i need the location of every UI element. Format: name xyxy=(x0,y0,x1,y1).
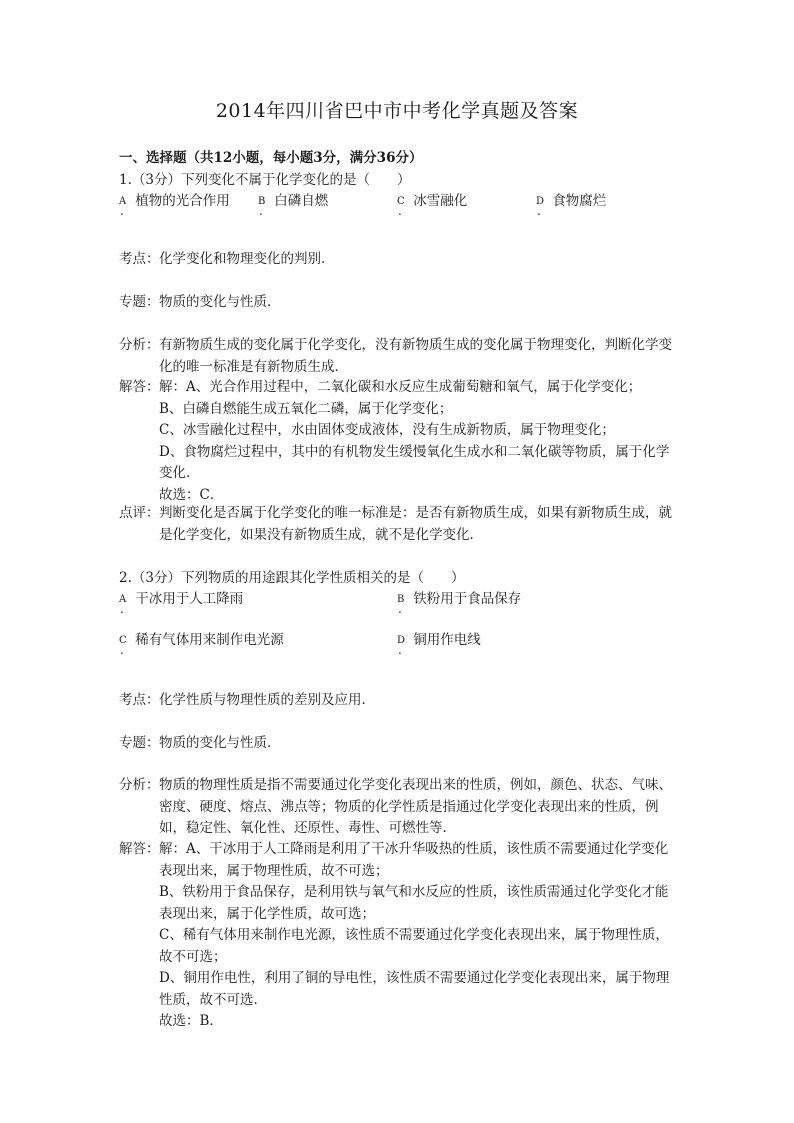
q1-dianping: 点评： 判断变化是否属于化学变化的唯一标准是：是否有新物质生成，如果有新物质生成，就是化学变化，如果没有新物质生成，就不是化学变化． xyxy=(119,505,672,543)
q1-option-b: B 白磷自燃 . xyxy=(258,193,329,218)
q2-kaodian: 考点： 化学性质与物理性质的差别及应用． xyxy=(119,692,375,708)
q1-option-c: C 冰雪融化 . xyxy=(397,193,468,218)
q1-kaodian: 考点： 化学变化和物理变化的判别． xyxy=(119,251,335,267)
q2-option-b: B 铁粉用于食品保存 . xyxy=(397,591,522,616)
section-heading: 一、选择题（共12小题，每小题3分，满分36分） xyxy=(119,150,423,166)
q2-option-c: C 稀有气体用来制作电光源 . xyxy=(119,632,284,657)
q1-option-a: A 植物的光合作用 . xyxy=(119,193,230,218)
q2-zhuanti: 专题： 物质的变化与性质． xyxy=(119,735,281,751)
q1-fenxi: 分析： 有新物质生成的变化属于化学变化，没有新物质生成的变化属于物理变化，判断化学变化的唯一标准是有新物质生成． xyxy=(119,337,672,375)
q2-option-a: A 干冰用于人工降雨 . xyxy=(119,591,244,616)
q1-zhuanti: 专题： 物质的变化与性质． xyxy=(119,294,281,310)
q1-option-d: D 食物腐烂 . xyxy=(536,193,607,218)
question-2-stem: 2.（3分）下列物质的用途跟其化学性质相关的是（ ） xyxy=(119,570,465,586)
q2-fenxi: 分析： 物质的物理性质是指不需要通过化学变化表现出来的性质，例如，颜色、状态、气味、密度、硬度、熔点、沸点等；物质的化学性质是指通过化学变化表现出来的性质，例如，稳定性、氧化性、还原性、毒性、可燃性等． xyxy=(119,777,672,836)
q2-option-d: D 铜用作电线 . xyxy=(397,632,481,657)
q2-jieda: 解答： 解：A、干冰用于人工降雨是利用了干冰升华吸热的性质，该性质不需要通过化学变化表现出来，属于物理性质，故不可选； B、铁粉用于食品保存，是利用铁与氧气和水反应的性质，该性质需通过化学变化才能表现出来，属于化学性质，故可选； C、稀有气体用来制作电光源，该性质不需要通过化学变化表现出来，属于物理性质，故不可选； D、铜用作电性，利用了铜的导电性，该性质不需要通过化学变化表现出来，属于物理性质，故不可选． 故选：B． xyxy=(119,841,670,1029)
question-1-stem: 1.（3分）下列变化不属于化学变化的是（ ） xyxy=(119,172,411,188)
page-title: 2014年四川省巴中市中考化学真题及答案 xyxy=(215,100,579,122)
q1-jieda: 解答： 解：A、光合作用过程中，二氧化碳和水反应生成葡萄糖和氧气，属于化学变化； B、白磷自燃能生成五氧化二磷，属于化学变化； C、冰雪融化过程中，水由固体变成液体，没有生成新物质，属于物理变化； D、食物腐烂过程中，其中的有机物发生缓慢氧化生成水和二氧化碳等物质，属于化学变化． 故选：C． xyxy=(119,379,670,503)
